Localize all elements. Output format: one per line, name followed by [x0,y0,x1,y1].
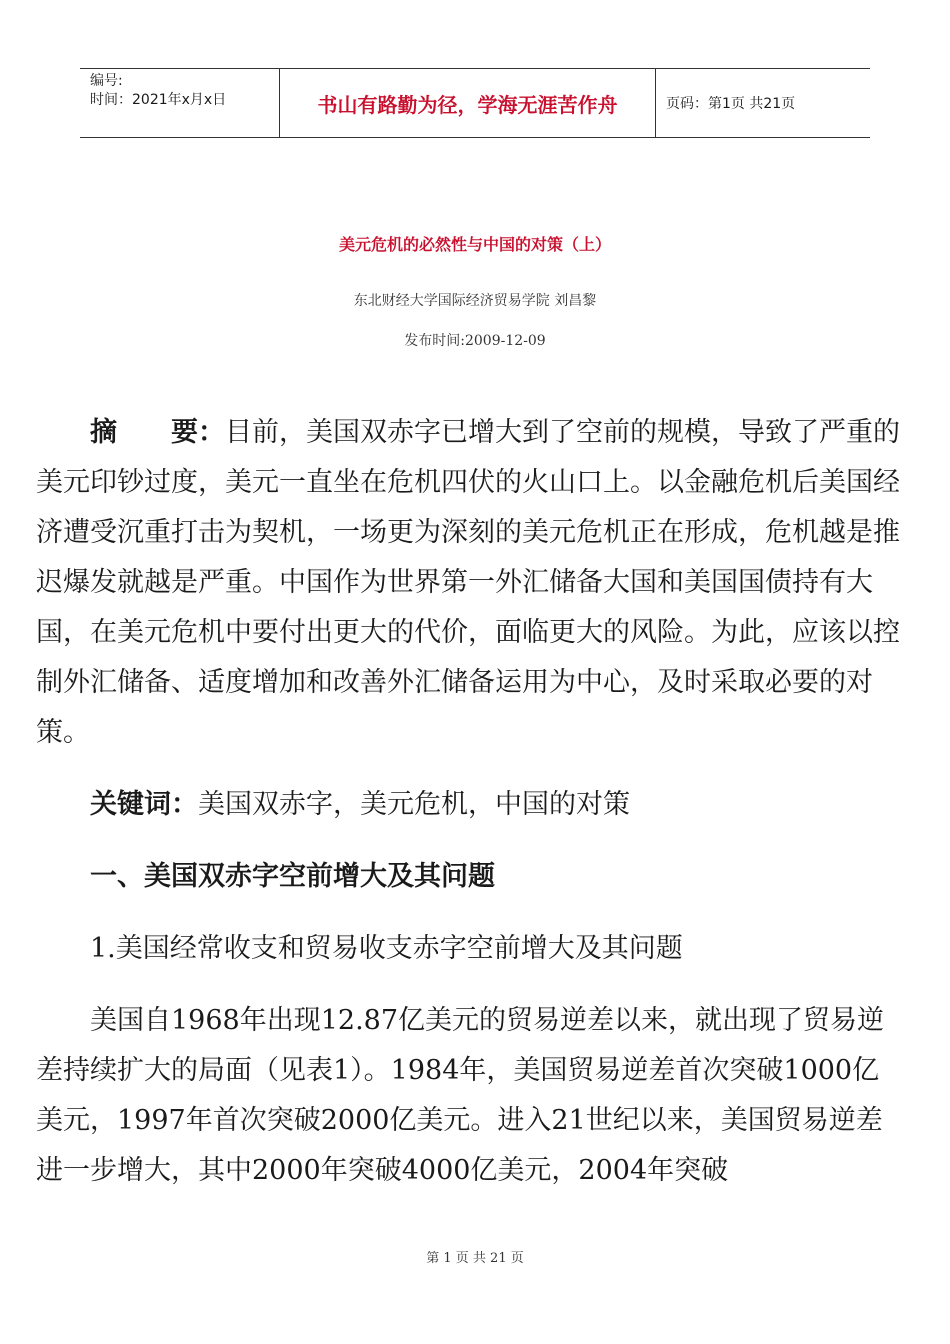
section-subheading: 1.美国经常收支和贸易收支赤字空前增大及其问题 [90,933,683,964]
article-author: 东北财经大学国际经济贸易学院 刘昌黎 [353,293,597,309]
abstract-label: 摘 要： [90,417,225,448]
page-header [80,68,870,138]
number-label: 编号: [90,73,123,89]
abstract-paragraph [36,408,906,758]
header-motto: 书山有路勤为径，学海无涯苦作舟 [280,69,656,137]
keywords-label: 关键词： [90,789,198,820]
page-footer: 第 1 页 共 21 页 [426,1251,524,1266]
keywords-paragraph [36,780,906,830]
abstract-text: 目前，美国双赤字已增大到了空前的规模，导致了严重的美元印钞过度，美元一直坐在危机四伏的火山口上。以金融危机后美国经济遭受沉重打击为契机，一场更为深刻的美元危机正在形成，危机越是推迟爆发就越是严重。中国作为世界第一外汇储备大国和美国国债持有大国，在美元危机中要付出更大的代价，面临更大的风险。为此，应该以控制外汇储备、适度增加和改善外汇储备运用为中心，及时采取必要的对策。 [36,417,900,748]
article-body [36,408,906,1196]
article-title: 美元危机的必然性与中国的对策（上） [338,235,611,254]
section-heading: 一、美国双赤字空前增大及其问题 [90,861,495,892]
time-label: 时间：2021年x月x日 [90,92,227,108]
article-date: 发布时间:2009-12-09 [404,333,546,349]
body-paragraph: 美国自1968年出现12.87亿美元的贸易逆差以来，就出现了贸易逆差持续扩大的局面（见表1）。1984年，美国贸易逆差首次突破1000亿美元，1997年首次突破2000亿美元。进入21世纪以来，美国贸易逆差进一步增大，其中2000年突破4000亿美元，2004年突破 [36,1005,885,1186]
header-left-cell [80,69,280,137]
keywords-text: 美国双赤字，美元危机，中国的对策 [198,789,630,820]
header-page-info: 页码：第1页 共21页 [666,96,796,112]
